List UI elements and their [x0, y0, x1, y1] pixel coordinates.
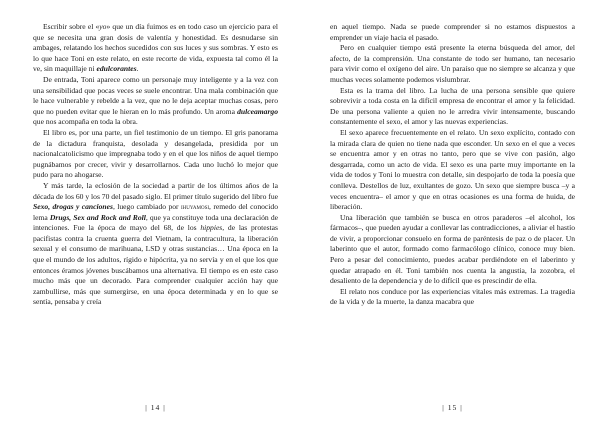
right-page — [330, 22, 575, 308]
text-run-bold-italic: Sexo, drogas y canciones — [33, 202, 113, 212]
text-run: » que un día fuimos es en todo caso un ejercicio para el que se necesita una gran dosis de valentía y honestidad. Es desnudarse sin ambages, relatando los hechos sucedidos con sus luces y sus sombras. Y esto es lo que hace Toni en este relato, en este recorte de vida, expuesta tal como él la ve, sin maquillaje ni — [33, 22, 278, 74]
text-run-small-caps: ihuyamosi — [180, 202, 210, 212]
text-run-italic: yo — [99, 22, 107, 31]
text-run: , que ya constituye toda una declaración de intenciones. Fue la época de mayo del 68, de los — [33, 212, 279, 233]
text-run: . — [136, 64, 139, 74]
paragraph: en aquel tiempo. Nada se puede comprender si no estamos dispuestos a emprender un viaje hacia el pasado. — [330, 22, 575, 42]
text-run: , luego cambiado por — [112, 202, 181, 212]
paragraph: Pero en cualquier tiempo está presente la eterna búsqueda del amor, del afecto, de la comprensión. Una constante de todo ser humano, tan necesario para vivir como el oxígeno del aire. Un paraíso que no siempre se alcanza y que muchas veces solamente podemos vislumbrar. — [330, 43, 575, 84]
text-run: Y más tarde, la eclosión de la sociedad a partir de los últimos años de la década de los 60 y los 70 del pasado siglo. El primer título sugerido del libro fue — [33, 180, 278, 201]
paragraph: Esta es la trama del libro. La lucha de una persona sensible que quiere sobrevivir a toda costa en la difícil empresa de encontrar el amor y la felicidad. De una persona valiente a quien no le arredra vivir intensamente, buscando constantemente el sexo, el amor y las nuevas experiencias. — [330, 85, 575, 127]
page-number-right: | 15 | — [442, 403, 463, 412]
text-run: que nos acompaña en toda la obra. — [33, 117, 138, 127]
text-run-bold-italic: Drugs, Sex and Rock and Roll — [49, 212, 146, 222]
paragraph — [33, 181, 278, 308]
paragraph: El libro es, por una parte, un fiel testimonio de un tiempo. El gris panorama de la dictadura franquista, desolada y desangelada, presidida por un nacionalcatolicismo que impregnaba todo y en el que los niños de aquel tiempo pugnábamos por crecer, vivir y desarrollarnos. Cada uno luchó lo mejor que pudo para no ahogarse. — [33, 127, 278, 180]
text-run-italic: hippies — [200, 223, 223, 233]
paragraph: El relato nos conduce por las experiencias vitales más extremas. La tragedia de la vida y de la muerte, la danza macabra que — [330, 286, 575, 307]
text-run: , de las protestas pacifistas contra la cruenta guerra del Vietnam, la contracultura, la liberación sexual y el consumo de marihuana, LSD y otras sustancias… Una época en la que el mundo de los adultos, rígido e hipócrita, ya no servía y en el que los que entonces éramos jóvenes buscábamos una alternativa. El tiempo es en este caso mucho más que un decorado. Para comprender cualquier acción hay que zambullirse, más que sumergirse, en una época determinada y en lo que se sentía, pensaba y creía — [33, 223, 278, 307]
paragraph — [33, 75, 278, 128]
paragraph: El sexo aparece frecuentemente en el relato. Un sexo explícito, contado con la mirada clara de quien no tiene nada que esconder. Un sexo en el que a veces se encuentra amor y en otras no tanto, pero que se vive con pasión, algo desgarrada, como un acto de vida. El sexo es una parte muy importante en la vida de todos y Toni lo muestra con detalle, sin despojarlo de toda la poesía que conlleva. Destellos de luz, exultantes de gozo. Un sexo que siempre busca –y a veces encuentra– el amor y que en otras ocasiones es una forma de huida, de liberación. — [330, 127, 575, 212]
text-run-bold-italic: dulceamargo — [237, 106, 278, 116]
left-page — [33, 22, 278, 308]
page-number-left: | 14 | — [145, 403, 166, 412]
text-run: Escribir sobre el « — [43, 22, 100, 31]
text-run: , remedo del conocido lema — [33, 202, 278, 222]
paragraph: Una liberación que también se busca en otros paraderos –el alcohol, los fármacos–, que pueden ayudar a conllevar las contradicciones, a aliviar el hastío de vivir, a proporcionar consuelo en forma de paréntesis de paz o de placer. Un laberinto que el autor, formado como farmacólogo clínico, conoce muy bien. Pero a pesar del conocimiento, puedes acabar perdiéndote en el laberinto y quedar atrapado en él. Toni también nos cuenta la angustia, la zozobra, el desaliento de la dependencia y de lo difícil que es prescindir de ella. — [330, 212, 575, 286]
text-run-bold-italic: edulcorantes — [96, 64, 137, 74]
text-run: De entrada, Toni aparece como un personaje muy inteligente y a la vez con una sensibilidad que pocas veces se suele encontrar. Una mala combinación que le hace vulnerable y rebelde a la vez, que no le deja aceptar muchas cosas, pero que no pueden evitar que le hieran en lo más profundo. Un aroma — [33, 74, 278, 116]
paragraph — [33, 22, 278, 75]
